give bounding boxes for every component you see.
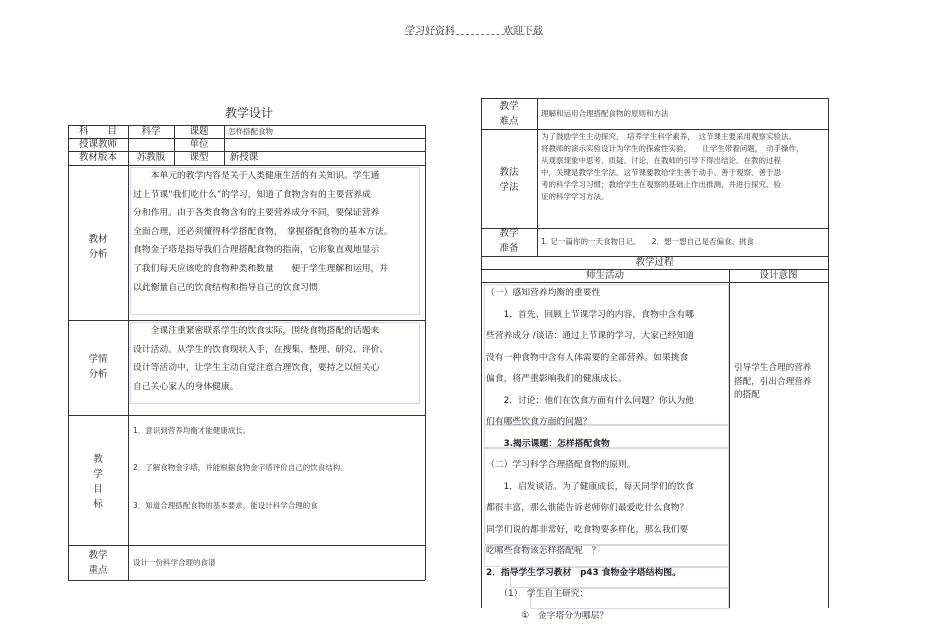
- header-right: 欢迎下载: [503, 26, 543, 37]
- edition-value: 苏教版: [136, 152, 166, 163]
- student-label: 学情 分析: [88, 354, 108, 380]
- goal-1: 1．意识到营养均衡才能健康成长。: [133, 426, 251, 435]
- goal-3: 3．知道合理搭配食物的基本要求，能设计科学合理的食: [133, 501, 318, 510]
- method-label: 教法 学法: [499, 167, 519, 193]
- intent-text: 引导学生合理的营养 搭配，引出合理营养 的搭配: [734, 363, 812, 400]
- header-left: 学习好资料: [405, 26, 455, 37]
- prep-value: 1. 记一篇你的一天食物日记。 2．想一想自己是否偏食、挑食: [541, 237, 755, 246]
- document-title: 教学设计: [225, 106, 274, 120]
- focus-label: 教学 重点: [88, 550, 108, 576]
- subject-value: 科学: [141, 126, 161, 137]
- analysis-label: 教材 分析: [88, 234, 108, 260]
- teacher-label: 授课教师: [78, 139, 117, 150]
- difficulty-value: 理解和运用合理搭配食物的原则和方法: [541, 109, 669, 118]
- edition-label: 教材版本: [78, 152, 117, 163]
- subject-label: 科 目: [78, 126, 117, 137]
- col-activity: 师生活动: [585, 270, 624, 281]
- header-rule: [405, 34, 540, 35]
- type-value: 新授课: [229, 152, 259, 163]
- process-title: 教学过程: [635, 257, 674, 268]
- type-label: 课型: [189, 152, 209, 163]
- unit-label: 单位: [189, 139, 209, 150]
- topic-value: 怎样搭配食物: [228, 127, 273, 136]
- analysis-text: 本单元的教学内容是关于人类健康生活的有关知识。学生通 过上节课“我们吃什么”的学习，知道了食物含有的主要营养成 分和作用。由于各类食物含有的主要营养成分不同，要保证营养 全面合理，还必须懂得科学搭配食物， 掌握搭配食物的基本方法。 食物金子塔是指导我们合理搭配食物的指南，它形象直观地显示 了我们每天应该吃的食物种类和数量 便于学生理解和运用，并 以此衡量自己的饮食结构和指导自己的饮食习惯: [133, 171, 393, 293]
- method-text: 为了鼓励学生主动探究， 培养学生科学素养， 这节课主要采用观察实验法。 将教师的演示实验设计为学生的探索性实验， 让学生带着问题， 动手操作， 从观察现象中思考、质疑、讨论，在教师的引导下得出结论。在教的过程 中，关键是教学生学法。这节课要教给学生善于动手、善于观察、善于思 考的科学学习习惯；教给学生在观察的基础上作出推测，并进行探究、验 证的科学学习方法。: [541, 132, 804, 201]
- col-intent: 设计意图: [759, 270, 798, 281]
- goal-2: 2．了解食物金字塔，并能根据食物金字塔评价自己的饮食结构。: [133, 463, 348, 472]
- difficulty-label: 教学 难点: [499, 101, 519, 127]
- prep-label: 教学 准备: [499, 228, 519, 254]
- student-text: 全课注重紧密联系学生的饮食实际，围绕食物搭配的话题来 设计活动。从学生的饮食现状入手，在搜集、整理、研究、评价、 设计等活动中，让学生主动自觉注意合理饮食，要持之以恒关心 自己关心家人的身体健康。: [133, 326, 389, 392]
- process-text: （一）感知营养均衡的重要性 1．首先、回顾上节课学习的内容，食物中含有哪 些营养成分 /谈话：通过上节课的学习，大家已经知道 没有一种食物中含有人体需要的全部营养。如果挑食 偏食，将严重影响我们的健康成长。 2．讨论：他们在饮食方面有什么问题？你认为他 们有哪些饮食方面的问题？ 3.揭示课题：怎样搭配食物 （二）学习科学合理搭配食物的原则。 1．启发谈话。为了健康成长，每天同学们的饮食 都很丰富，那么谁能告诉老师你们最爱吃什么食物？ 同学们说的都非常好，吃食物要多样化，那么我们要 吃哪些食物该怎样搭配呢 ？ 2．指导学生学习教材 p43 食物金字塔结构图。 （1） 学生自主研究： ① 金字塔分为哪层？: [486, 288, 695, 621]
- focus-value: 设计一份科学合理的食谱: [133, 558, 216, 567]
- goal-label: 教 学 目 标: [93, 454, 103, 510]
- topic-label: 课题: [189, 126, 209, 137]
